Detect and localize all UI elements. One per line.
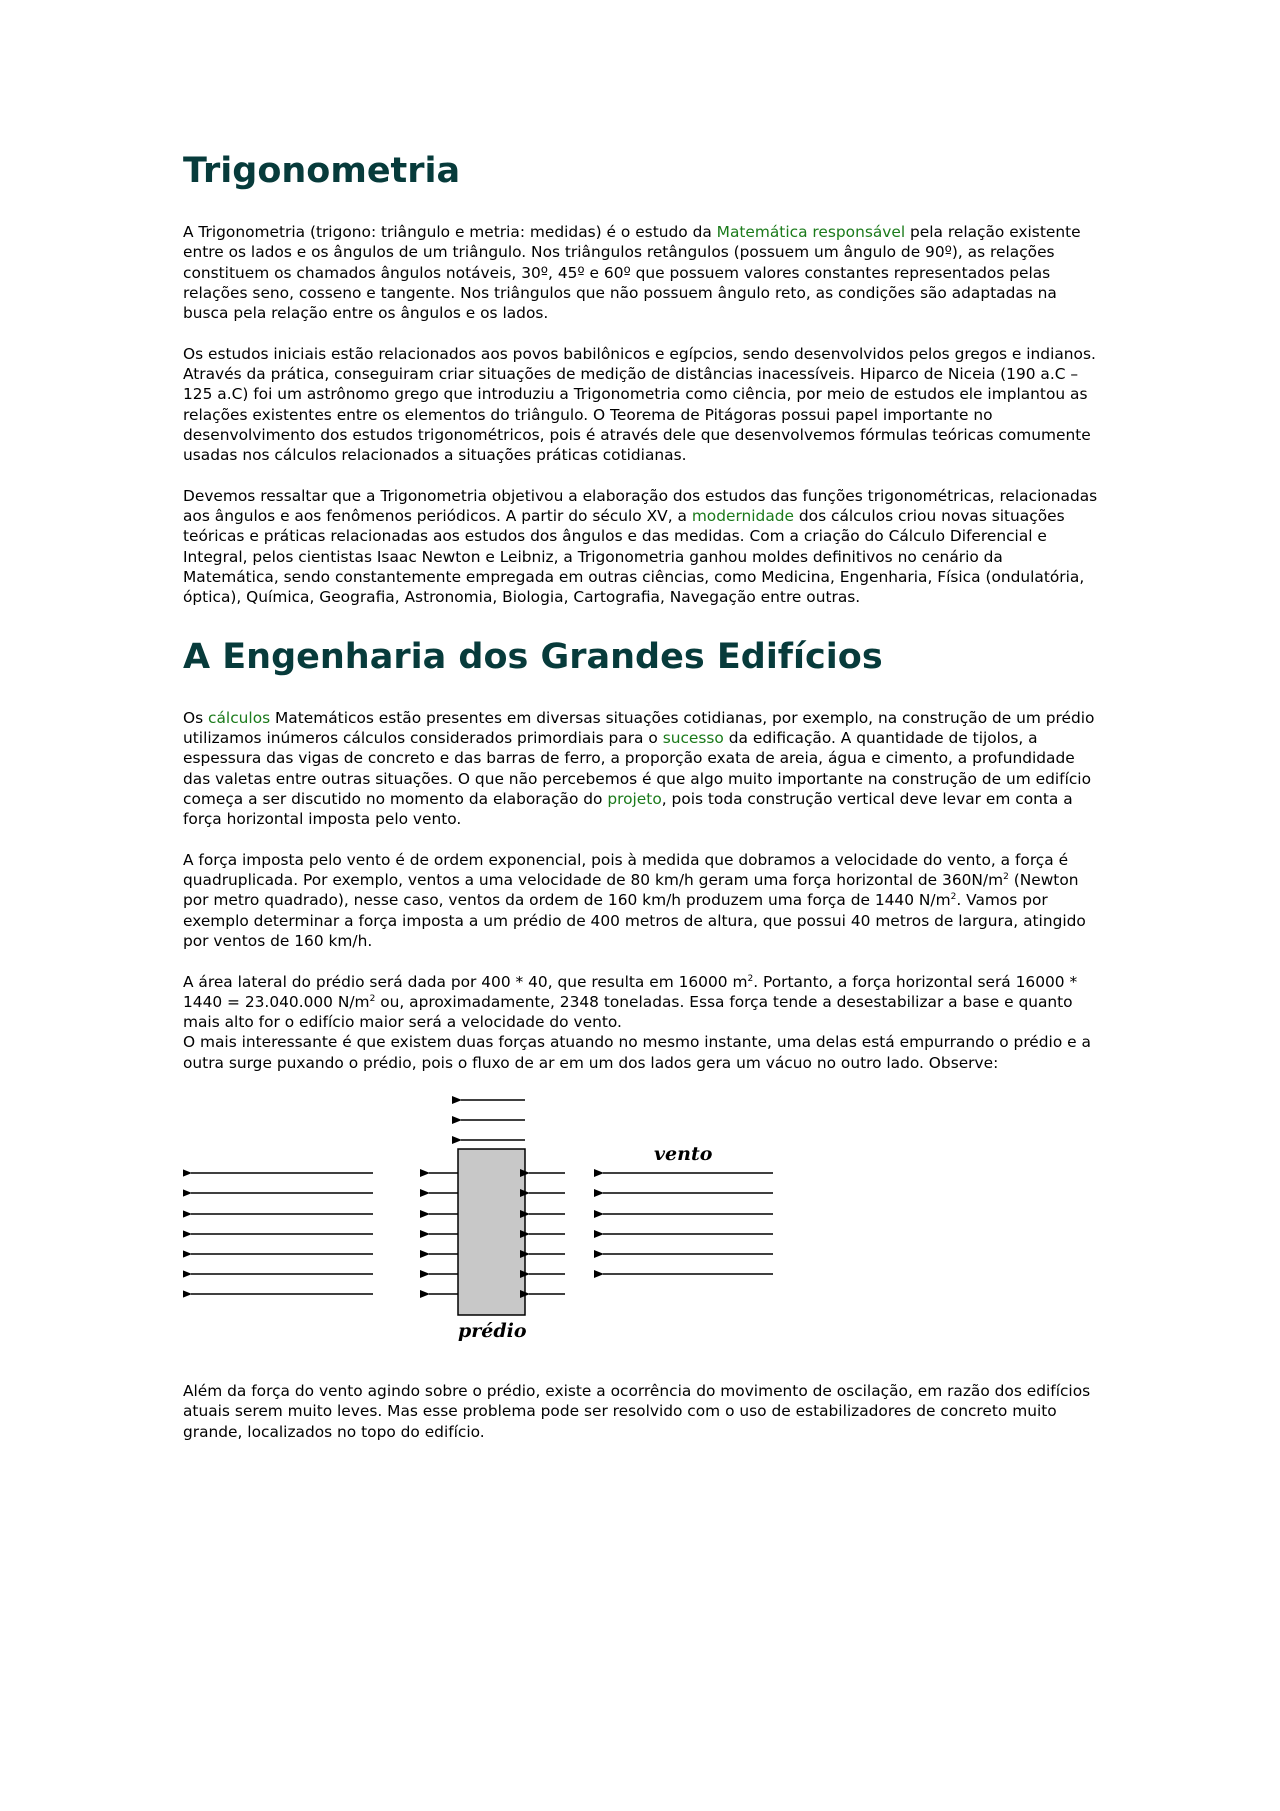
link-matematica[interactable]: Matemática responsável (716, 223, 906, 241)
paragraph: A força imposta pelo vento é de ordem exponencial, pois à medida que dobramos a velocidade do vento, a força é quadruplicada. Por exemplo, ventos a uma velocidade de 80 km/h geram uma força horizontal de $360N/m^2$ (Newton por metro quadrado), nesse caso, ventos da ordem de 160 km/h produzem uma força de 1440 $N/m^2$. Vamos por exemplo determinar a força imposta a um prédio de 400 metros de altura, que possui 40 metros de largura, atingido por ventos de 160 km/h. (183, 850, 1086, 950)
link-calculos[interactable]: cálculos (208, 708, 271, 727)
paragraph: Os estudos iniciais estão relacionados aos povos babilônicos e egípcios, sendo desenvolvidos pelos gregos e indianos. Através da prática, conseguiram criar situações de medição de distâncias inacessíveis. Hiparco de Niceia (190 a.C – 125 a.C) foi um astrônomo grego que introduziu a Trigonometria como ciência, por meio de estudos ele implantou as relações existentes entre os elementos do triângulo. O Teorema de Pitágoras possui papel importante no desenvolvimento dos estudos trigonométricos, pois é através dele que desenvolvemos fórmulas teóricas comumente usadas nos cálculos relacionados a situações práticas cotidianas. (183, 344, 1096, 465)
link-modernidade[interactable]: modernidade (691, 507, 794, 526)
paragraph: Além da força do vento agindo sobre o prédio, existe a ocorrência do movimento de oscilação, em razão dos edifícios atuais serem muito leves. Mas esse problema pode ser resolvido com o uso de estabilizadores de concreto muito grande, localizados no topo do edifício. (183, 1381, 1091, 1441)
predio-label: prédio (458, 1319, 527, 1342)
paragraph: A área lateral do prédio será dada por 400 * 40, que resulta em 16000 $m^2$. Portanto, a força horizontal será 16000 * 1440 = 23.040.000 $N/m^2$ ou, aproximadamente, 2348 toneladas. Essa força tende a desestabilizar a base e quanto mais alto for o edifício maior será a velocidade do vento. (183, 972, 1078, 1032)
section-title-engenharia: A Engenharia dos Grandes Edifícios (183, 636, 883, 677)
building-rect (458, 1149, 525, 1315)
paragraph: A Trigonometria (trigono: triângulo e metria: medidas) é o estudo da Matemática responsável pela relação existente entre os lados e os ângulos de um triângulo. Nos triângulos retângulos (possuem um ângulo de 90º), as relações constituem os chamados ângulos notáveis, 30º, 45º e 60º que possuem valores constantes representados pelas relações seno, cosseno e tangente. Nos triângulos que não possuem ângulo reto, as condições são adaptadas na busca pela relação entre os ângulos e os lados. (183, 223, 1081, 323)
link-projeto[interactable]: projeto (607, 789, 662, 808)
section-title-trigonometria: Trigonometria (183, 151, 461, 191)
vento-label: vento (654, 1142, 713, 1165)
paragraph: O mais interessante é que existem duas forças atuando no mesmo instante, uma delas está empurrando o prédio e a outra surge puxando o prédio, pois o fluxo de ar em um dos lados gera um vácuo no outro lado. Observe: (183, 1033, 1091, 1072)
document-page (183, 150, 1103, 1442)
paragraph: Os cálculos Matemáticos estão presentes em diversas situações cotidianas, por exemplo, na construção de um prédio utilizamos inúmeros cálculos considerados primordiais para o sucesso da edificação. A quantidade de tijolos, a espessura das vigas de concreto e das barras de ferro, a proporção exata de areia, água e cimento, a profundidade das valetas entre outras situações. O que não percebemos é que algo muito importante na construção de um edifício começa a ser discutido no momento da elaboração do projeto, pois toda construção vertical deve levar em conta a força horizontal imposta pelo vento. (183, 708, 1095, 829)
link-sucesso[interactable]: sucesso (662, 728, 724, 747)
paragraph: Devemos ressaltar que a Trigonometria objetivou a elaboração dos estudos das funções trigonométricas, relacionadas aos ângulos e aos fenômenos periódicos. A partir do século XV, a modernidade dos cálculos criou novas situações teóricas e práticas relacionadas aos estudos dos ângulos e das medidas. Com a criação do Cálculo Diferencial e Integral, pelos cientistas Isaac Newton e Leibniz, a Trigonometria ganhou moldes definitivos no cenário da Matemática, sendo constantemente empregada em outras ciências, como Medicina, Engenharia, Física (ondulatória, óptica), Química, Geografia, Astronomia, Biologia, Cartografia, Navegação entre outras. (183, 486, 1098, 607)
wind-force-diagram (183, 1091, 783, 1361)
